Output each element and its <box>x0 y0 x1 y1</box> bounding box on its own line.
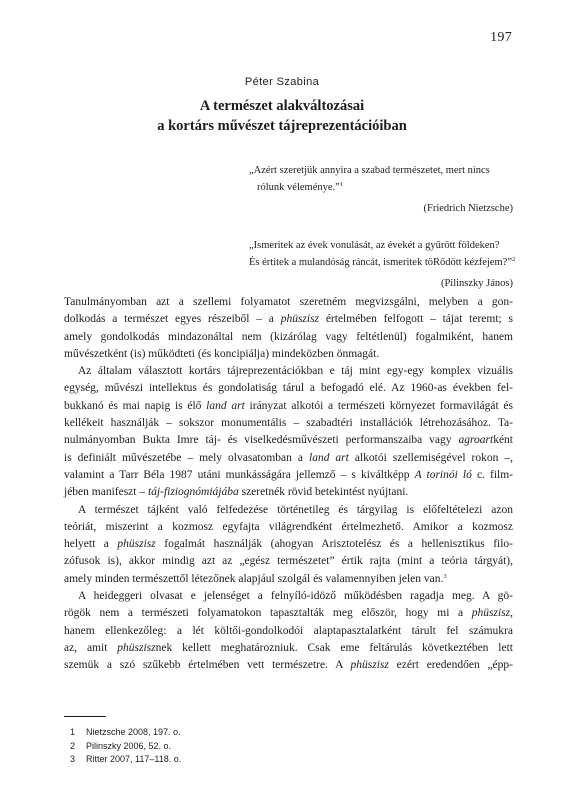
italic-term: A torinói ló <box>414 468 472 481</box>
footnote-item <box>70 753 181 767</box>
epigraph-source: (Friedrich Nietzsche) <box>423 203 513 214</box>
italic-term: phüszisz <box>280 313 320 326</box>
text-line: zófusok is), akkor mindig azt az „egész természetet” értik rajta (mint a teória tárgyát), <box>64 555 513 568</box>
text-line: amely minden természettől létezőnek alapjául szolgál és valamennyiben jelen van.$^3$ <box>64 572 447 585</box>
text-line: egység, művészi intellektus és gondolatiság tárul a befogadó elé. Az 1960-as években fel- <box>64 382 513 395</box>
footnote-number: 3 <box>70 754 76 764</box>
footnote-item <box>70 726 181 740</box>
text-line: nulmányomban Bukta Imre táj- és viselkedésművészeti performanszaiba vagy agroartként <box>64 434 513 447</box>
epigraph-line <box>249 179 513 196</box>
footnote-mark: 2 <box>512 256 516 263</box>
footnote-number: 2 <box>70 740 76 751</box>
author-name: Péter Szabina <box>244 76 320 88</box>
footnote-text: Nietzsche 2008, 197. o. <box>86 727 181 737</box>
italic-term: agroart <box>458 434 494 447</box>
italic-term: land art <box>309 451 349 464</box>
footnote-number: 1 <box>70 727 76 737</box>
text-line: teóriát, miszerint a kozmosz egyfajta világrendként értelmezhető. Amikor a kozmosz <box>64 520 513 533</box>
footnote-text: Pilinszky 2006, 52. o. <box>86 740 172 751</box>
text-line: művészetként (is) működteti (és koncipiálja) mindeközben önmagát. <box>64 347 380 360</box>
paragraph <box>64 294 513 363</box>
italic-term: land art <box>206 399 245 412</box>
text-line: is definiált művészetébe – mely olvasatomban a land art alkotói szellemiségével rokon –, <box>64 451 513 464</box>
title-line-2: a kortárs művészet tájreprezentációiban <box>157 118 407 134</box>
text-line: szemük a szó szűkebb értelmében vett természetre. A phüszisz ezért eredendően „épp- <box>64 659 513 672</box>
footnote-divider <box>64 716 106 717</box>
text-line: dolkodás a természet egyes részeiből – a phüszisz értelmében felfogott – tájat teremt; s <box>64 313 513 326</box>
italic-term: phüszisz <box>350 659 389 672</box>
epigraph-line: „Azért szeretjük annyira a szabad természetet, mert nincs <box>249 165 490 176</box>
text-line: bukkanó és mai napig is élő land art irányzat alkotói a természeti környezet formavilágát és <box>64 399 514 412</box>
epigraph-pilinszky <box>249 237 516 292</box>
page-number: 197 <box>490 30 512 45</box>
footnote-mark: 3 <box>443 572 447 580</box>
footnote-item <box>70 740 181 754</box>
text-line: amely gondolkodás mindazonáltal nem (kizárólag vagy feltétlenül) fogalmiként, hanem <box>64 330 513 343</box>
italic-term: phüszisz <box>117 641 156 654</box>
epigraph-line-text: És értitek a mulandóság ráncát, ismeritek töRődött kézfejem?” <box>249 257 512 268</box>
article-title <box>0 96 564 136</box>
epigraph-source: (Pilinszky János) <box>440 278 513 289</box>
text-line: valamint a Tarr Béla 1987 utáni munkásságára jellemző – s kiváltképp A torinói ló c. film- <box>64 468 513 481</box>
text-line: kellékeit használják – sokszor monumentális – szabadtéri installációk létrehozásához. Ta- <box>64 417 513 430</box>
footnotes <box>70 726 181 767</box>
epigraph-line: „Ismeritek az évek vonulását, az évekét a gyűrött földeken? <box>249 240 500 251</box>
body-text <box>64 294 513 675</box>
paragraph <box>64 588 513 674</box>
italic-term: táj-fiziognómiájába <box>147 486 239 499</box>
text-line: rögök nem a természeti folyamatokon tapasztalták meg először, hogy mi a phüszisz, <box>64 607 513 620</box>
epigraph-nietzsche <box>249 162 513 217</box>
text-line: Az általam választott kortárs tájreprezentációkban e táj mint egy-egy komplex vizuális <box>78 365 513 378</box>
epigraph-line-text: rólunk véleménye.” <box>257 182 340 193</box>
paragraph <box>64 363 513 501</box>
text-line: helyett a phüszisz fogalmát használják (ahogyan Arisztotelész és a hellenisztikus filo- <box>64 538 513 551</box>
paragraph <box>64 502 513 588</box>
text-line: jében manifeszt – táj-fiziognómiájába szeretnék rövid betekintést nyújtani. <box>64 486 409 499</box>
epigraph-line <box>249 254 516 271</box>
title-line-1: A természet alakváltozásai <box>199 98 365 114</box>
text-line: az, amit phüszisznek kellett meghatározniuk. Csak eme feltárulás következtében lett <box>64 641 513 654</box>
footnote-mark: 1 <box>339 181 344 188</box>
text-line: Tanulmányomban azt a szellemi folyamatot szeretném megvizsgálni, melyben a gon- <box>64 296 513 308</box>
italic-term: phüszisz <box>471 607 511 620</box>
text-line: A természet tájként való felfedezése történetileg és tárgyilag is előfeltételezi azon <box>78 503 513 516</box>
italic-term: phüszisz <box>117 538 156 551</box>
footnote-text: Ritter 2007, 117–118. o. <box>86 754 182 764</box>
text-line: hanem ellenkezőleg: a lét költői-gondolkodói alaptapasztalatként tárult fel számukra <box>64 624 513 637</box>
text-line: A heideggeri olvasat e jelenséget a felnyíló-idöző működésben ragadja meg. A gö- <box>78 590 513 603</box>
